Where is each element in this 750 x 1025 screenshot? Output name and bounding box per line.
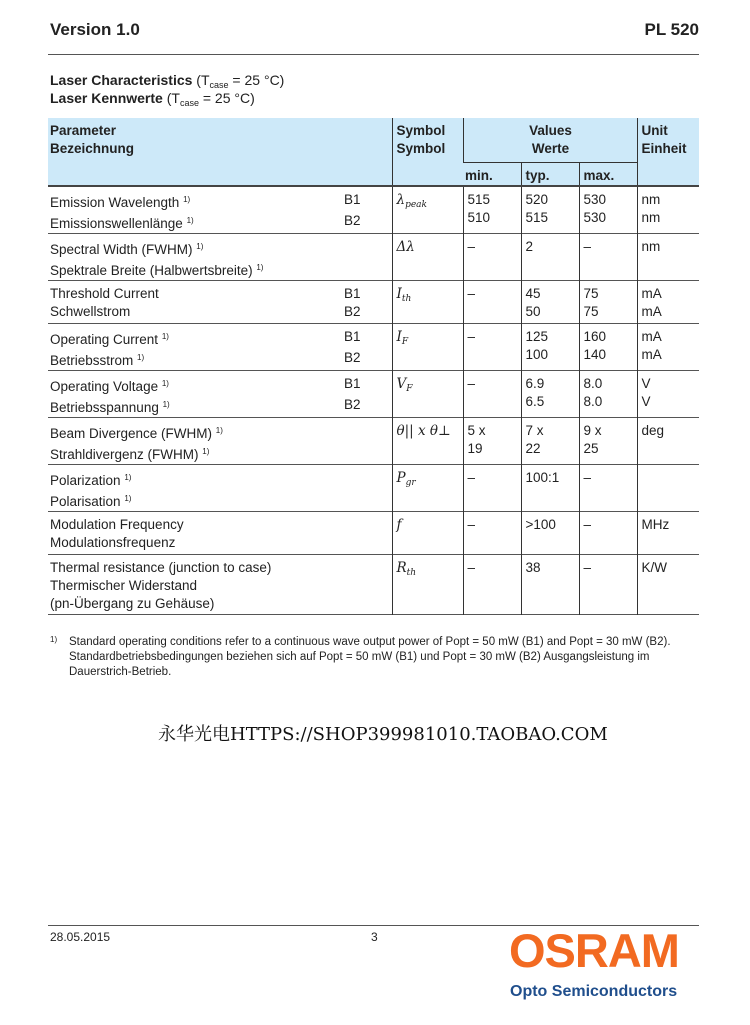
unit-cell (637, 418, 699, 465)
min-value: 510 (467, 210, 491, 225)
max-cell (579, 281, 637, 324)
header-divider (48, 54, 699, 55)
max-cell (579, 186, 637, 234)
typ-value: 45 (525, 286, 541, 301)
min-value: – (467, 286, 476, 301)
table-row (48, 186, 699, 234)
version-label: Version 1.0 (50, 20, 140, 39)
unit-cell (637, 281, 699, 324)
param-cell (48, 418, 392, 465)
min-value: – (467, 517, 476, 532)
param-cell (48, 186, 392, 234)
unit-value: V (641, 394, 651, 409)
unit-cell (637, 555, 699, 615)
table-row (48, 324, 699, 371)
param-text: Strahldivergenz (FWHM) (50, 447, 199, 462)
unit-value: mA (641, 304, 662, 319)
typ-cell (521, 418, 579, 465)
variant-label: B2 (343, 304, 361, 319)
symbol-cell: $I_F$ (392, 324, 463, 371)
param-text: Betriebsspannung (50, 400, 159, 415)
typ-cell (521, 281, 579, 324)
min-cell (463, 371, 521, 418)
param-text: Spectral Width (FWHM) (50, 242, 193, 257)
variant-label: B2 (343, 350, 361, 365)
header-max: max. (579, 163, 637, 187)
footnote-ref: 1) (124, 494, 132, 503)
param-cell (48, 465, 392, 512)
footnote-ref: 1) (202, 447, 210, 456)
variant-label: B2 (343, 213, 361, 228)
min-cell (463, 465, 521, 512)
typ-cell (521, 234, 579, 281)
typ-value: 100:1 (525, 470, 560, 485)
typ-cell (521, 512, 579, 555)
page-number: 3 (371, 930, 378, 944)
header-symbol: Symbol Symbol (392, 118, 463, 186)
min-value: – (467, 329, 476, 344)
max-value: 9 x (583, 423, 602, 438)
footer-date: 28.05.2015 (50, 930, 111, 944)
typ-value: 515 (525, 210, 549, 225)
unit-value: mA (641, 329, 662, 344)
typ-cell (521, 371, 579, 418)
characteristics-table (48, 118, 699, 615)
unit-cell (637, 465, 699, 512)
max-value: – (583, 239, 592, 254)
max-cell (579, 371, 637, 418)
typ-cell (521, 465, 579, 512)
param-text: Polarisation (50, 494, 121, 509)
header-typ: typ. (521, 163, 579, 187)
footnote (50, 635, 700, 680)
max-value: 25 (583, 441, 599, 456)
table-row (48, 418, 699, 465)
typ-value: 22 (525, 441, 541, 456)
unit-cell (637, 234, 699, 281)
watermark: 永华光电HTTPS://SHOP399981010.TAOBAO.COM (158, 724, 608, 745)
unit-cell (637, 324, 699, 371)
param-text: Beam Divergence (FWHM) (50, 426, 213, 441)
max-cell (579, 234, 637, 281)
typ-cell (521, 186, 579, 234)
unit-value: V (641, 376, 651, 391)
footnote-line-3: Dauerstrich-Betrieb. (69, 666, 172, 678)
min-cell (463, 281, 521, 324)
max-value: 530 (583, 210, 607, 225)
min-value: 515 (467, 192, 491, 207)
min-cell (463, 234, 521, 281)
min-cell (463, 512, 521, 555)
footnote-ref: 1) (161, 332, 169, 341)
variant-label: B1 (343, 329, 361, 344)
param-text: Emissionswellenlänge (50, 216, 183, 231)
max-value: 8.0 (583, 376, 603, 391)
param-cell (48, 234, 392, 281)
param-text: Operating Voltage (50, 379, 159, 394)
footnote-ref: 1) (161, 379, 169, 388)
param-text: Spektrale Breite (Halbwertsbreite) (50, 263, 253, 278)
header-parameter: Parameter Bezeichnung (48, 118, 392, 186)
variant-label: B1 (343, 286, 361, 301)
max-value: 160 (583, 329, 607, 344)
symbol-cell: $V_F$ (392, 371, 463, 418)
typ-value: 50 (525, 304, 541, 319)
table-row (48, 512, 699, 555)
section-title-en: Laser Characteristics ($T_{case} = 25$ °C) (50, 72, 285, 90)
param-text: Operating Current (50, 332, 159, 347)
unit-value: MHz (641, 517, 670, 532)
min-value: – (467, 470, 476, 485)
symbol-cell: Δλ (392, 234, 463, 281)
max-cell (579, 418, 637, 465)
symbol-cell: $I_{th}$ (392, 281, 463, 324)
footnote-ref: 1) (183, 195, 191, 204)
variant-label: B1 (343, 376, 361, 391)
typ-value: 100 (525, 347, 549, 362)
min-value: 5 x (467, 423, 486, 438)
param-text: Polarization (50, 473, 121, 488)
unit-value: mA (641, 347, 662, 362)
param-text: Emission Wavelength (50, 195, 180, 210)
typ-value: 6.5 (525, 394, 545, 409)
unit-value: nm (641, 192, 661, 207)
min-value: – (467, 376, 476, 391)
footnote-line-1: Standard operating conditions refer to a continuous wave output power of Popt = 50 mW (B1) and Popt = 30 mW (B2). (69, 636, 671, 648)
min-value: – (467, 560, 476, 575)
max-value: – (583, 560, 592, 575)
max-value: 530 (583, 192, 607, 207)
param-cell (48, 324, 392, 371)
max-cell (579, 465, 637, 512)
param-cell (48, 512, 392, 555)
footnote-ref: 1) (196, 242, 204, 251)
param-text: Betriebsstrom (50, 353, 134, 368)
typ-cell (521, 324, 579, 371)
footnote-ref: 1) (186, 216, 194, 225)
param-text: Thermal resistance (junction to case) (50, 560, 272, 575)
param-cell (48, 281, 392, 324)
max-value: 75 (583, 304, 599, 319)
typ-value: 125 (525, 329, 549, 344)
footnote-ref: 1) (256, 263, 264, 272)
unit-value: deg (641, 423, 665, 438)
symbol-cell: θ|| x θ⊥ (392, 418, 463, 465)
unit-value: mA (641, 286, 662, 301)
unit-value: nm (641, 239, 661, 254)
min-cell (463, 418, 521, 465)
param-text: Schwellstrom (50, 304, 131, 319)
param-cell (48, 555, 392, 615)
symbol-cell: f (392, 512, 463, 555)
param-text: Thermischer Widerstand (50, 578, 198, 593)
footnote-mark: 1) (50, 635, 58, 644)
max-value: – (583, 470, 592, 485)
footnote-ref: 1) (215, 426, 223, 435)
symbol-cell: $\lambda_{peak}$ (392, 186, 463, 234)
table-row (48, 371, 699, 418)
logo-tagline: Opto Semiconductors (510, 983, 678, 1000)
max-value: 75 (583, 286, 599, 301)
unit-value: K/W (641, 560, 668, 575)
footnote-ref: 1) (124, 473, 132, 482)
symbol-cell: $R_{th}$ (392, 555, 463, 615)
product-name: PL 520 (644, 20, 699, 39)
max-cell (579, 512, 637, 555)
min-cell (463, 186, 521, 234)
typ-value: 38 (525, 560, 541, 575)
typ-value: 520 (525, 192, 549, 207)
typ-value: 7 x (525, 423, 544, 438)
max-value: 140 (583, 347, 607, 362)
footnote-ref: 1) (162, 400, 170, 409)
header-values: Values Werte (463, 118, 637, 163)
typ-value: 6.9 (525, 376, 545, 391)
typ-cell (521, 555, 579, 615)
header-unit: Unit Einheit (637, 118, 699, 186)
section-title-de: Laser Kennwerte ($T_{case} = 25$ °C) (50, 90, 255, 108)
header-min: min. (463, 163, 521, 187)
content-flow (48, 118, 699, 746)
symbol-cell: $P_{gr}$ (392, 465, 463, 512)
max-cell (579, 324, 637, 371)
max-value: – (583, 517, 592, 532)
max-cell (579, 555, 637, 615)
unit-cell (637, 186, 699, 234)
osram-logo: OSRAM (509, 924, 679, 977)
min-value: – (467, 239, 476, 254)
table-row (48, 234, 699, 281)
min-cell (463, 324, 521, 371)
typ-value: >100 (525, 517, 556, 532)
min-cell (463, 555, 521, 615)
max-value: 8.0 (583, 394, 603, 409)
param-cell (48, 371, 392, 418)
param-text: Modulation Frequency (50, 517, 184, 532)
unit-value: nm (641, 210, 661, 225)
footnote-ref: 1) (137, 353, 145, 362)
typ-value: 2 (525, 239, 534, 254)
min-value: 19 (467, 441, 483, 456)
footnote-line-2: Standardbetriebsbedingungen beziehen sich auf Popt = 50 mW (B1) und Popt = 30 mW (B2) Ausgangsleistung im (69, 651, 650, 663)
variant-label: B1 (343, 192, 361, 207)
unit-cell (637, 371, 699, 418)
table-row (48, 465, 699, 512)
param-text: Modulationsfrequenz (50, 535, 176, 550)
param-text: (pn-Übergang zu Gehäuse) (50, 596, 215, 611)
table-row (48, 281, 699, 324)
param-text: Threshold Current (50, 286, 159, 301)
table-row (48, 555, 699, 615)
unit-cell (637, 512, 699, 555)
variant-label: B2 (343, 397, 361, 412)
